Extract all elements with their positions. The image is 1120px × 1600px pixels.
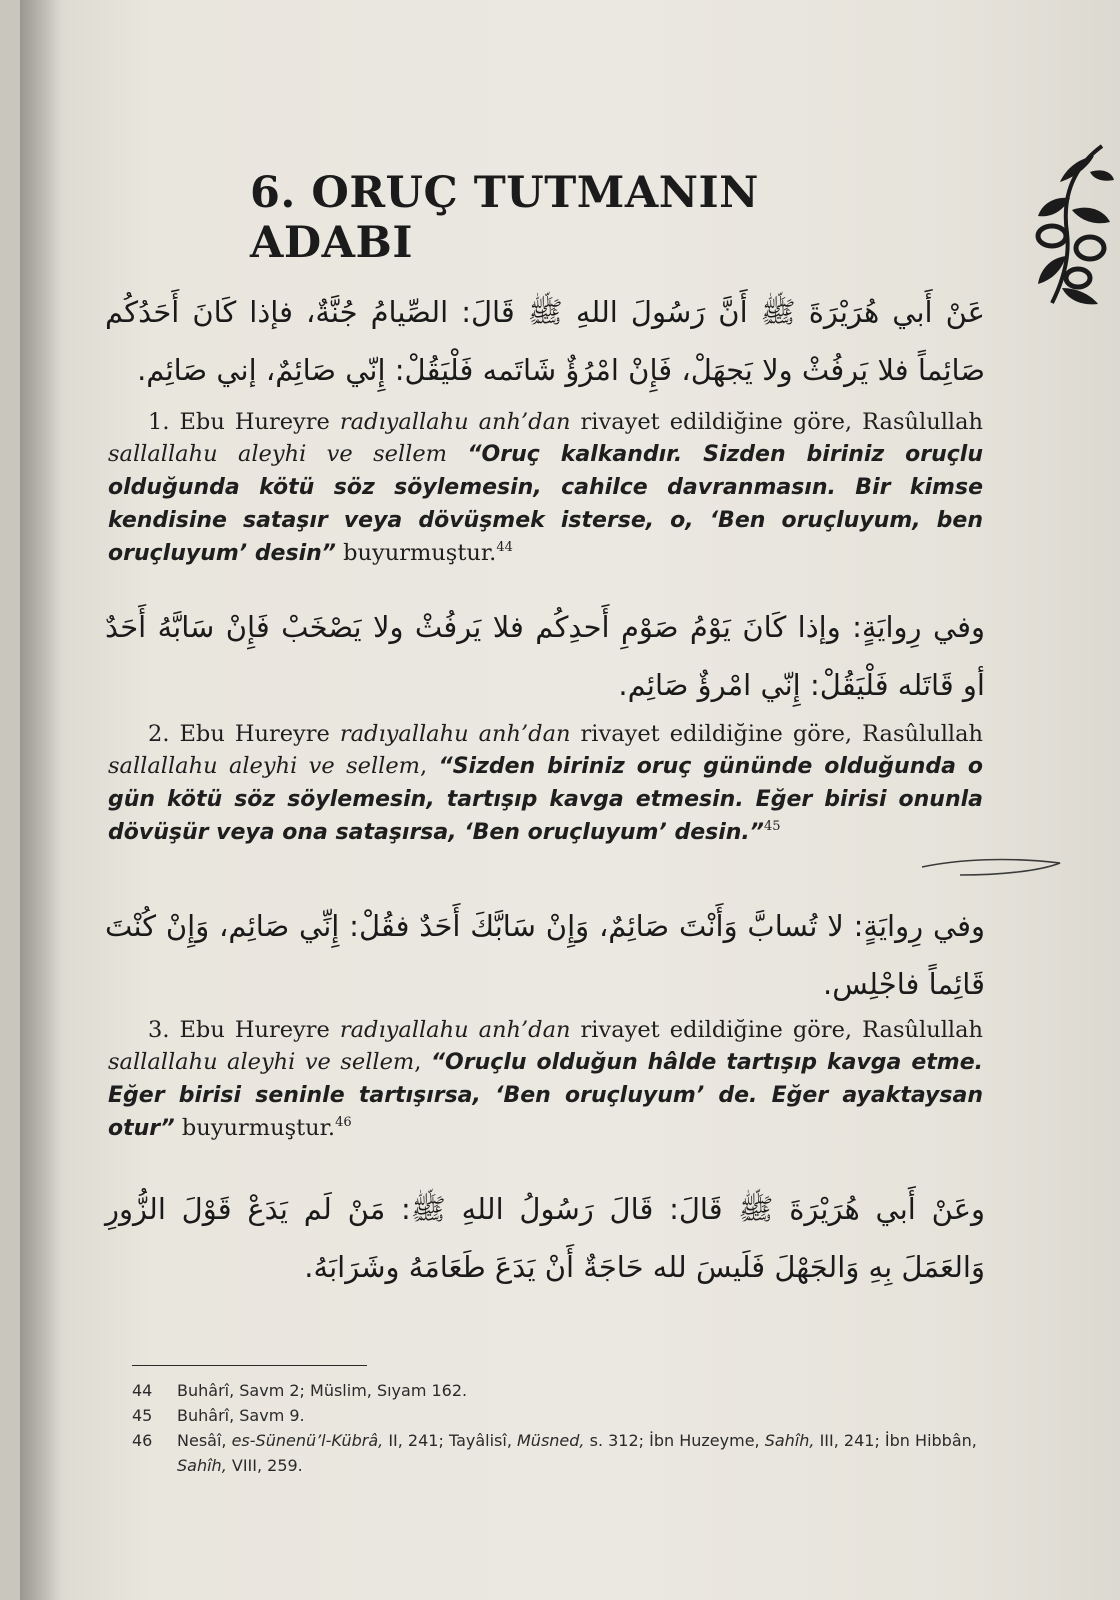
hadith-translation-1 [108,406,983,570]
para-1-sep [447,441,467,467]
para-2-sep: , [419,753,439,779]
footnote-part: s. 312; İbn Huzeyme, [584,1431,765,1450]
footnote-44 [132,1378,1012,1403]
para-3-text: rivayet edildiğine göre, Rasûlullah [570,1017,983,1043]
footnote-part-italic: Sahîh, [764,1431,815,1450]
arabic-riwaya-1: وفي رِوايَةٍ: وإذا كَانَ يَوْمُ صَوْمِ أَحدِكُم فلا يَرفُثْ ولا يَصْخَبْ فَإِنْ سَابَّهُ أَحَدٌ أو قَاتَله فَلْيَقُلْ: إِنّي امْرؤٌ صَائِم. [105,610,985,702]
para-2-salawat: sallallahu aleyhi ve sellem [108,753,420,779]
para-3-sep: , [414,1049,431,1075]
footnote-46 [132,1428,1012,1478]
footnote-part-italic: es-Sünenü’l-Kübrâ, [231,1431,384,1450]
para-1-quote: “Oruç kalkandır. Sizden biriniz oruçlu olduğunda kötü söz söylemesin, cahilce davranmasın. Bir kimse kendisine sataşır veya dövüşmek isterse, o, ‘Ben oruçluyum, ben oruçluyum’ desin” [108,442,983,566]
para-1-salawat: sallallahu aleyhi ve sellem [108,441,447,467]
footnote-text [177,1403,1012,1428]
footnote-part: Nesâî, [177,1431,232,1450]
para-1-honorific: radıyallahu anh’dan [339,409,571,435]
para-3-salawat: sallallahu aleyhi ve sellem [108,1049,415,1075]
footnote-text [177,1378,1012,1403]
footnote-divider [132,1365,367,1366]
footnote-ref-46: 46 [335,1115,352,1130]
para-1-ending: buyurmuştur. [335,540,497,566]
footnote-number: 46 [132,1431,153,1450]
hadith-translation-3 [108,1014,983,1145]
footnote-ref-45: 45 [763,819,781,834]
pen-underline-mark [920,845,1070,885]
footnote-number: 44 [132,1381,153,1400]
footnote-part: II, 241; Tayâlisî, [383,1431,517,1450]
para-2-honorific: radıyallahu anh’dan [339,721,571,747]
para-1-intro: 1. Ebu Hureyre [148,409,340,435]
footnote-text [177,1428,1012,1478]
para-3-quote: “Oruçlu olduğun hâlde tartışıp kavga etme. Eğer birisi seninle tartışırsa, ‘Ben oruçluyum’ de. Eğer ayaktaysan otur” [108,1050,983,1141]
leaf-ornament-icon [1032,138,1116,310]
para-1-text: rivayet edildiğine göre, Rasûlullah [570,409,983,435]
chapter-title: 6. ORUÇ TUTMANIN ADABI [250,168,759,268]
arabic-hadith-2: وعَنْ أَبي هُرَيْرَةَ ﷺ قَالَ: قَالَ رَسُولُ اللهِ ﷺ: مَنْ لَم يَدَعْ قَوْلَ الزُّورِ وَالعَمَلَ بِهِ وَالجَهْلَ فَلَيسَ لله حَاجَةٌ أَنْ يَدَعَ طَعَامَهُ وشَرَابَهُ. [105,1192,985,1284]
footnote-part: Buhârî, Savm 2; Müslim, Sıyam 162. [177,1381,468,1400]
hadith-translation-2 [108,718,983,849]
para-3-ending: buyurmuştur. [174,1115,336,1141]
footnote-part-italic: Müsned, [517,1431,585,1450]
para-3-intro: 3. Ebu Hureyre [148,1017,340,1043]
book-page [20,0,1120,1600]
footnote-part: VIII, 259. [226,1456,303,1475]
footnote-part: Buhârî, Savm 9. [177,1406,305,1425]
para-3-honorific: radıyallahu anh’dan [339,1017,571,1043]
para-2-quote: “Sizden biriniz oruç gününde olduğunda o gün kötü söz söylemesin, tartışıp kavga etmesin. Eğer birisi onunla dövüşür veya ona sataşırsa, ‘Ben oruçluyum’ desin.” [108,754,983,845]
para-2-text: rivayet edildiğine göre, Rasûlullah [570,721,983,747]
footnotes [132,1378,1012,1478]
footnote-part-italic: Sahîh, [177,1456,227,1475]
faint-running-head [540,112,960,126]
footnote-ref-44: 44 [496,540,513,555]
footnote-number: 45 [132,1406,153,1425]
arabic-hadith-1: عَنْ أَبي هُرَيْرَةَ ﷺ أَنَّ رَسُولَ اللهِ ﷺ قَالَ: الصِّيامُ جُنَّةٌ، فإذا كَانَ أَحَدُكُم صَائِماً فلا يَرفُثْ ولا يَجهَلْ، فَإِنْ امْرُؤٌ شَاتَمه فَلْيَقُلْ: إِنّي صَائِمٌ، إني صَائِم. [105,295,985,387]
para-2-intro: 2. Ebu Hureyre [148,721,340,747]
footnote-part: III, 241; İbn Hibbân, [814,1431,977,1450]
spine-shadow [20,0,60,1600]
footnote-45 [132,1403,1012,1428]
arabic-riwaya-2: وفي رِوايَةٍ: لا تُسابَّ وَأَنْتَ صَائِمٌ، وَإِنْ سَابَّكَ أَحَدٌ فقُلْ: إِنِّي صَائِم، وَإِنْ كُنْتَ قَائِماً فاجْلِس. [105,909,985,1001]
